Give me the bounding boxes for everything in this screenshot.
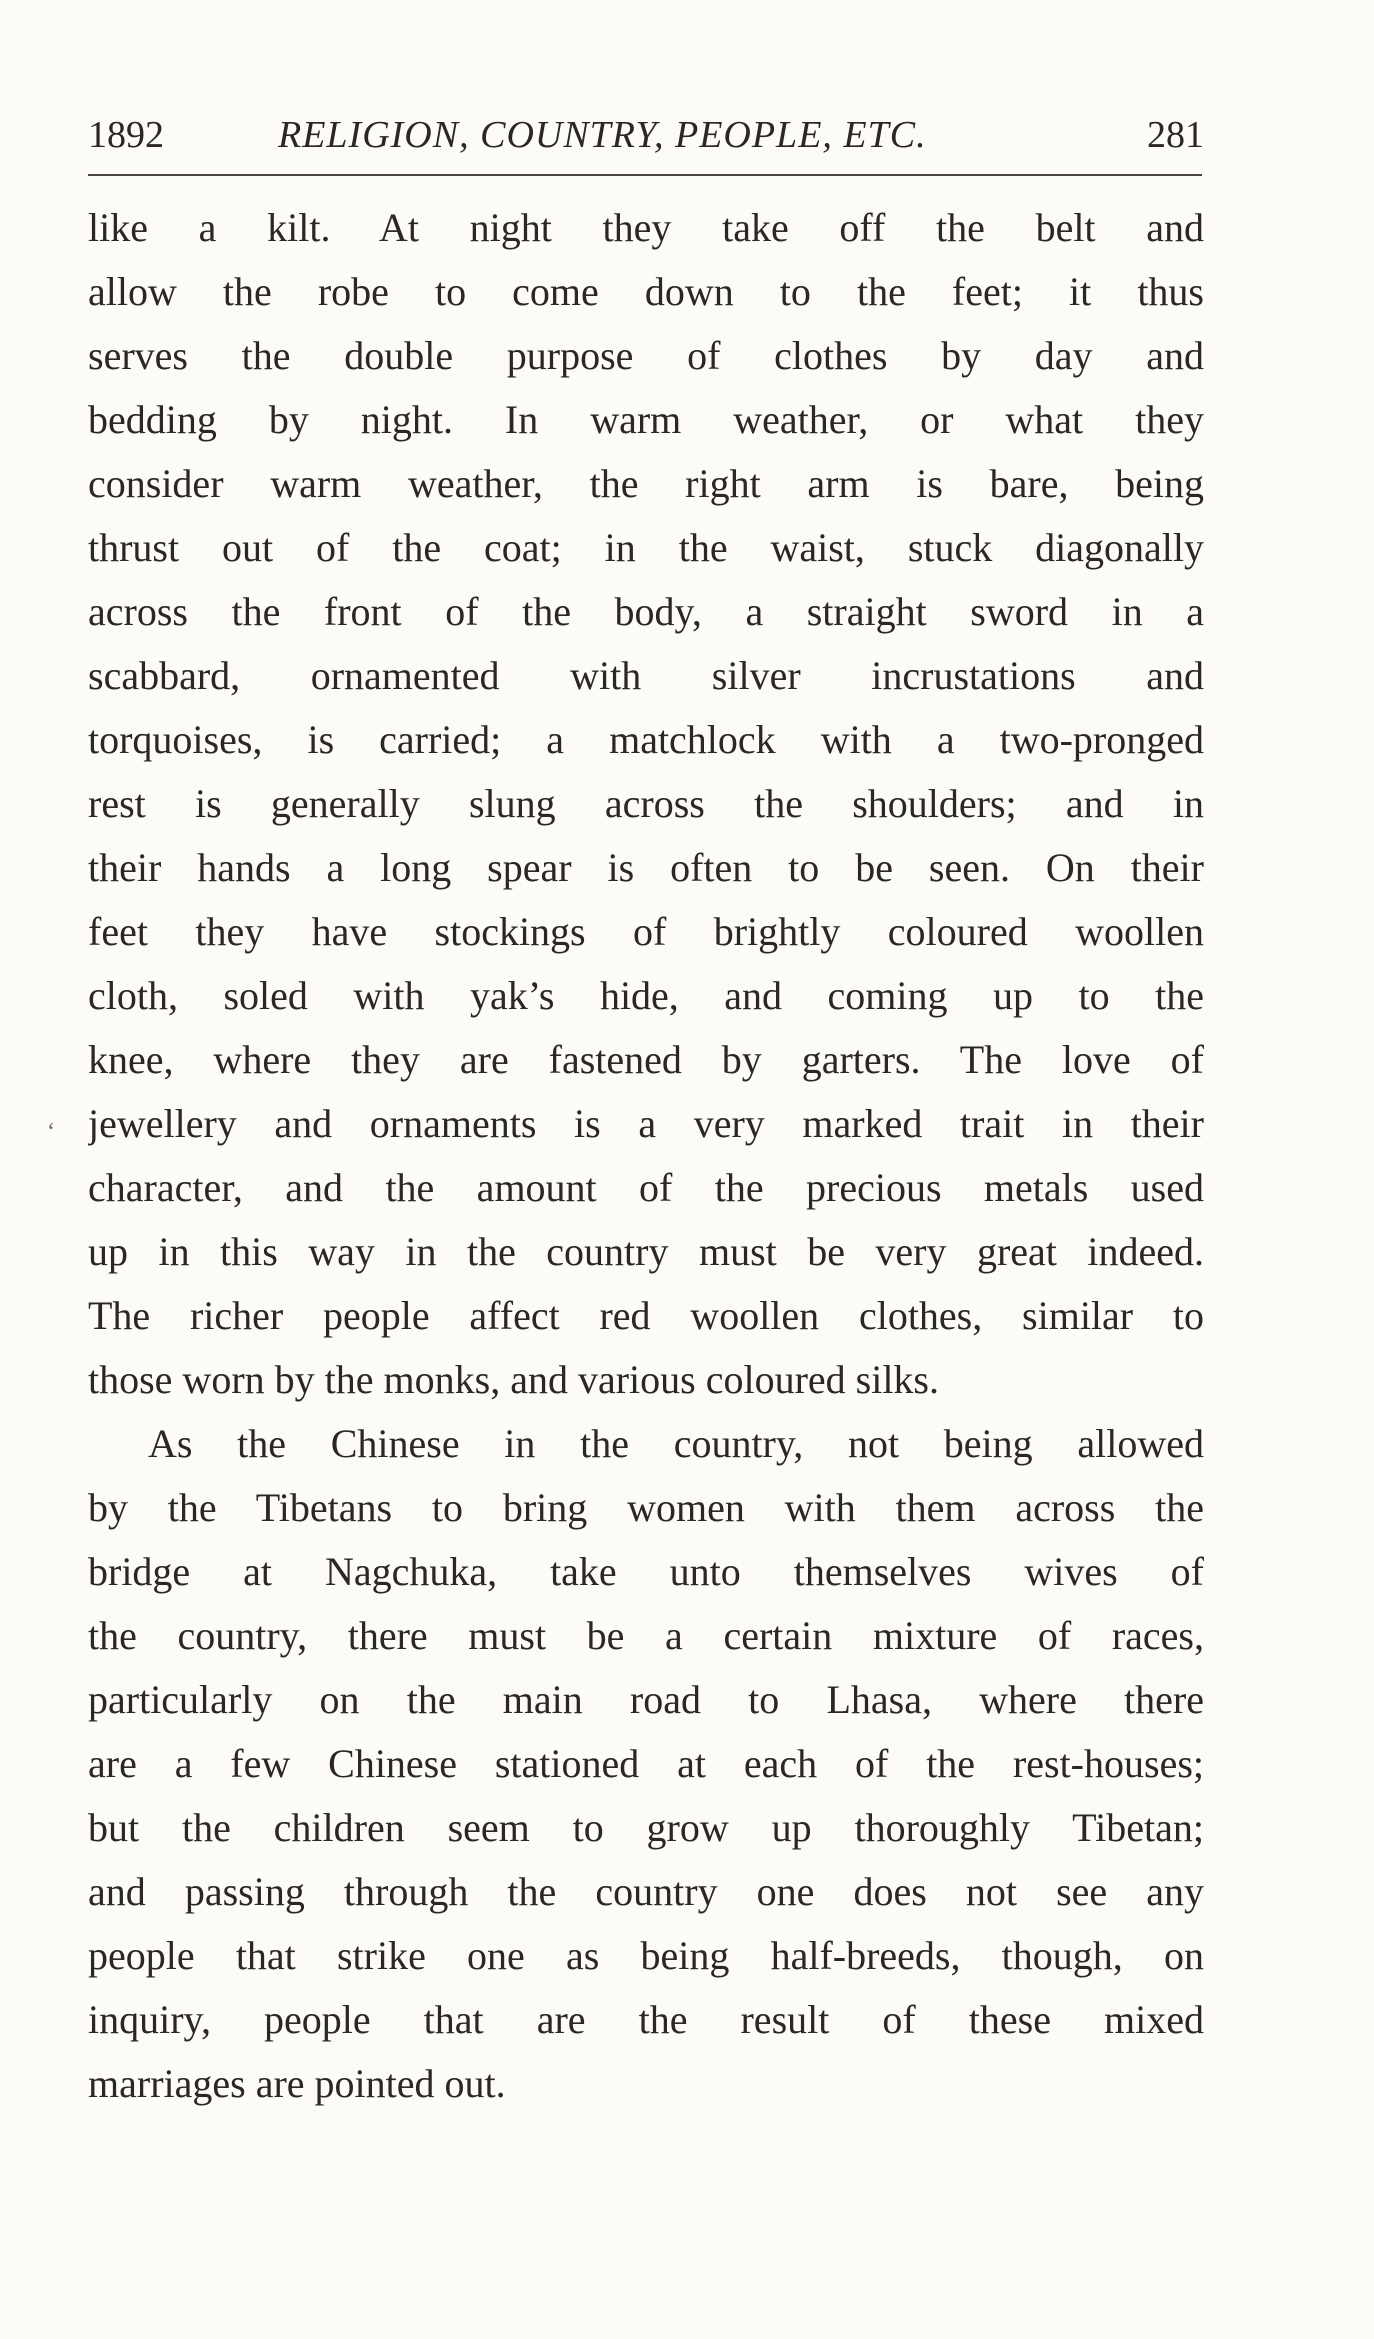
page-number: 281 <box>1147 114 1204 156</box>
text-line: character, and the amount of the precious metals used <box>88 1165 1204 1210</box>
running-head <box>88 110 1204 160</box>
text-line: and passing through the country one does not see any <box>88 1869 1204 1914</box>
text-line: up in this way in the country must be very great indeed. <box>88 1229 1204 1274</box>
text-line: rest is generally slung across the shoulders; and in <box>88 781 1204 826</box>
text-line: bedding by night. In warm weather, or what they <box>88 397 1204 442</box>
text-line: inquiry, people that are the result of these mixed <box>88 1997 1204 2042</box>
text-line: the country, there must be a certain mixture of races, <box>88 1613 1204 1658</box>
text-line: scabbard, ornamented with silver incrustations and <box>88 653 1204 698</box>
text-line: knee, where they are fastened by garters. The love of <box>88 1037 1204 1082</box>
body-text <box>88 196 1204 2116</box>
text-line: marriages are pointed out. <box>88 2061 506 2106</box>
text-line: consider warm weather, the right arm is bare, being <box>88 461 1204 506</box>
text-line: are a few Chinese stationed at each of the rest-houses; <box>88 1741 1204 1786</box>
text-line: people that strike one as being half-breeds, though, on <box>88 1933 1204 1978</box>
header-rule <box>88 174 1202 176</box>
text-line: those worn by the monks, and various coloured silks. <box>88 1357 939 1402</box>
text-line: particularly on the main road to Lhasa, where there <box>88 1677 1204 1722</box>
text-line: bridge at Nagchuka, take unto themselves wives of <box>88 1549 1204 1594</box>
text-line: As the Chinese in the country, not being allowed <box>148 1421 1204 1466</box>
text-line: across the front of the body, a straight sword in a <box>88 589 1204 634</box>
text-line: torquoises, is carried; a matchlock with a two-pronged <box>88 717 1204 762</box>
text-line: like a kilt. At night they take off the belt and <box>88 205 1204 250</box>
text-line: The richer people affect red woollen clothes, similar to <box>88 1293 1204 1338</box>
text-line: their hands a long spear is often to be seen. On their <box>88 845 1204 890</box>
text-line: feet they have stockings of brightly coloured woollen <box>88 909 1204 954</box>
text-line: allow the robe to come down to the feet; it thus <box>88 269 1204 314</box>
text-line: serves the double purpose of clothes by day and <box>88 333 1204 378</box>
header-title: RELIGION, COUNTRY, PEOPLE, ETC. <box>278 114 927 156</box>
header-year: 1892 <box>88 114 164 156</box>
text-line: by the Tibetans to bring women with them across the <box>88 1485 1204 1530</box>
text-line: but the children seem to grow up thoroughly Tibetan; <box>88 1805 1204 1850</box>
text-line: jewellery and ornaments is a very marked trait in their <box>88 1101 1204 1146</box>
margin-mark: ‘ <box>47 1119 55 1145</box>
text-line: cloth, soled with yak’s hide, and coming up to the <box>88 973 1204 1018</box>
text-line: thrust out of the coat; in the waist, stuck diagonally <box>88 525 1204 570</box>
